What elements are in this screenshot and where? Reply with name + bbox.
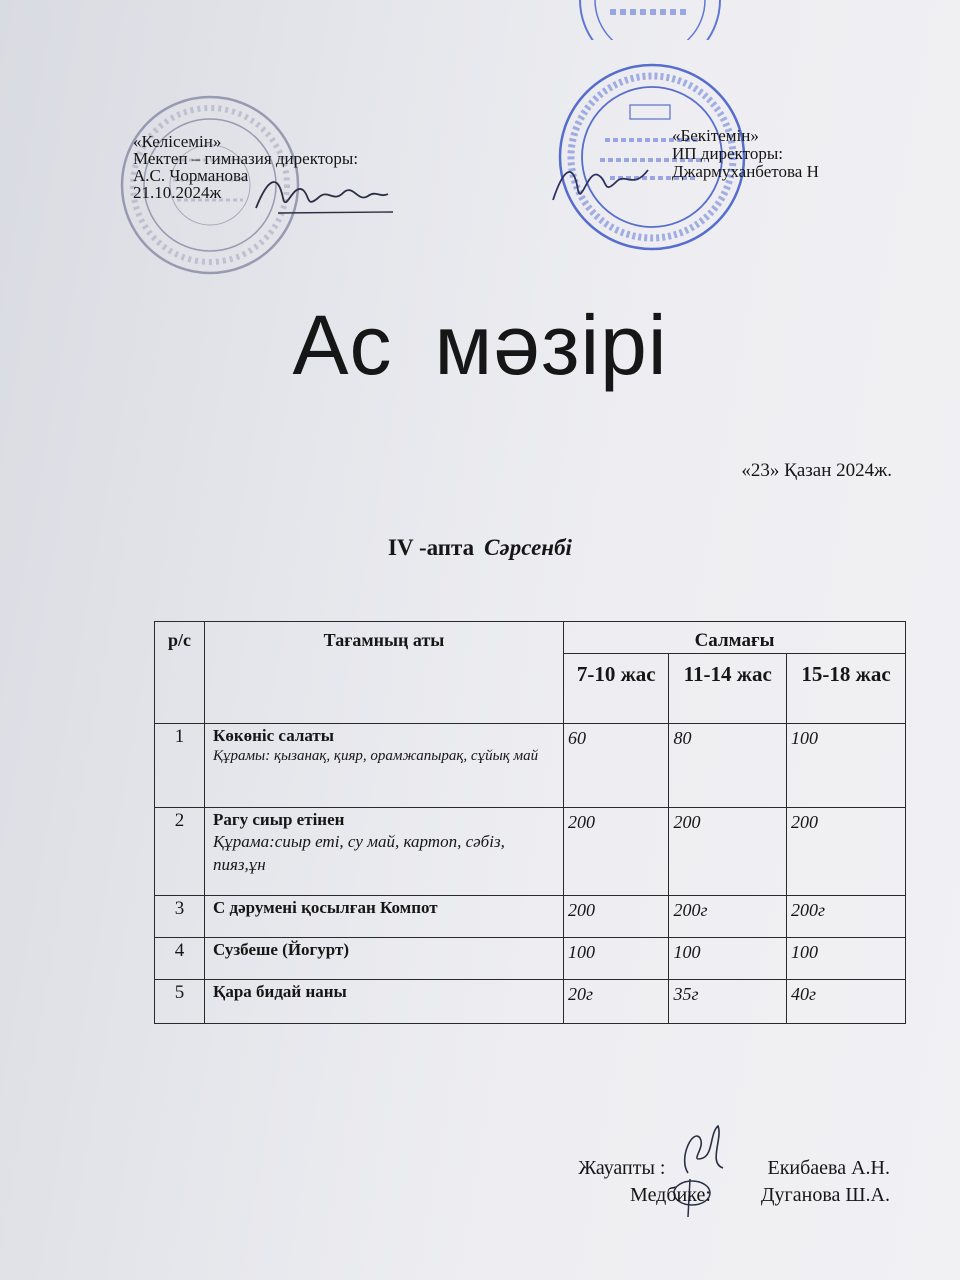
approval-right-heading: «Бекітемін» xyxy=(672,126,759,145)
weight-11-14: 200 xyxy=(669,808,787,896)
table-row xyxy=(155,896,906,938)
approval-right-position: ИП директоры: xyxy=(672,144,783,163)
week-label: IV -апта xyxy=(388,535,475,560)
nurse-line xyxy=(630,1184,890,1207)
weight-11-14: 80 xyxy=(669,724,787,808)
menu-table xyxy=(154,621,906,1024)
nurse-name: Дуганова Ш.А. xyxy=(760,1184,890,1206)
dish-composition: Құрамы: қызанақ, қияр, орамжапырақ, сұйық май xyxy=(213,748,539,764)
row-number: 4 xyxy=(155,938,205,980)
row-number: 3 xyxy=(155,896,205,938)
dish-name: Рагу сиыр етінен xyxy=(213,810,345,829)
menu-date: «23» Қазан 2024ж. xyxy=(741,460,892,481)
row-dish xyxy=(205,724,564,808)
approval-left-position: Мектеп – гимназия директоры: xyxy=(133,149,359,168)
weight-7-10: 200 xyxy=(564,896,669,938)
table-row xyxy=(155,938,906,980)
responsible-label: Жауапты : xyxy=(578,1157,666,1179)
approval-left-date: 21.10.2024ж xyxy=(133,183,222,202)
page-title xyxy=(0,300,960,390)
approval-left-name: А.С. Чорманова xyxy=(133,166,249,185)
weight-11-14: 200г xyxy=(669,896,787,938)
table-row xyxy=(155,724,906,808)
dish-name: С дәрумені қосылған Компот xyxy=(213,898,438,917)
row-dish xyxy=(205,980,564,1024)
row-number: 1 xyxy=(155,724,205,808)
weight-7-10: 20г xyxy=(564,980,669,1024)
table-header-row xyxy=(155,622,906,654)
dish-name: Көкөніс салаты xyxy=(213,726,335,745)
week-heading xyxy=(0,535,960,561)
dish-name: Қара бидай наны xyxy=(213,982,347,1001)
row-number: 5 xyxy=(155,980,205,1024)
table-row xyxy=(155,980,906,1024)
weight-15-18: 40г xyxy=(786,980,905,1024)
dish-name: Сузбеше (Йогурт) xyxy=(213,940,349,959)
nurse-label: Медбике: xyxy=(630,1184,711,1206)
header-number: р/с xyxy=(155,622,205,724)
header-dish-name: Тағамның аты xyxy=(205,622,564,724)
weight-11-14: 35г xyxy=(669,980,787,1024)
weight-7-10: 100 xyxy=(564,938,669,980)
weight-15-18: 100 xyxy=(786,724,905,808)
row-dish xyxy=(205,896,564,938)
week-day: Сәрсенбі xyxy=(484,535,572,560)
header-age-15-18: 15-18 жас xyxy=(786,654,905,724)
row-number: 2 xyxy=(155,808,205,896)
ip-director-signature xyxy=(548,150,658,210)
weight-7-10: 60 xyxy=(564,724,669,808)
table-row xyxy=(155,808,906,896)
header-weight: Салмағы xyxy=(564,622,906,654)
header-age-11-14: 11-14 жас xyxy=(669,654,787,724)
row-dish xyxy=(205,938,564,980)
row-dish xyxy=(205,808,564,896)
responsible-name: Екибаева А.Н. xyxy=(767,1157,890,1179)
dish-composition: Құрама:сиыр еті, су май, картоп, сәбіз, пияз,ұн xyxy=(213,832,505,874)
responsible-line xyxy=(578,1157,890,1180)
weight-11-14: 100 xyxy=(669,938,787,980)
director-signature xyxy=(248,168,398,228)
header-age-7-10: 7-10 жас xyxy=(564,654,669,724)
weight-15-18: 200 xyxy=(786,808,905,896)
top-stamp xyxy=(570,0,730,40)
title-word-1: Ас xyxy=(292,298,393,392)
approval-right xyxy=(672,127,819,181)
approval-left-heading: «Келісемін» xyxy=(133,132,222,151)
title-word-2: мәзірі xyxy=(434,298,668,392)
weight-15-18: 200г xyxy=(786,896,905,938)
weight-7-10: 200 xyxy=(564,808,669,896)
weight-15-18: 100 xyxy=(786,938,905,980)
approval-right-name: Джармуханбетова Н xyxy=(672,162,819,181)
